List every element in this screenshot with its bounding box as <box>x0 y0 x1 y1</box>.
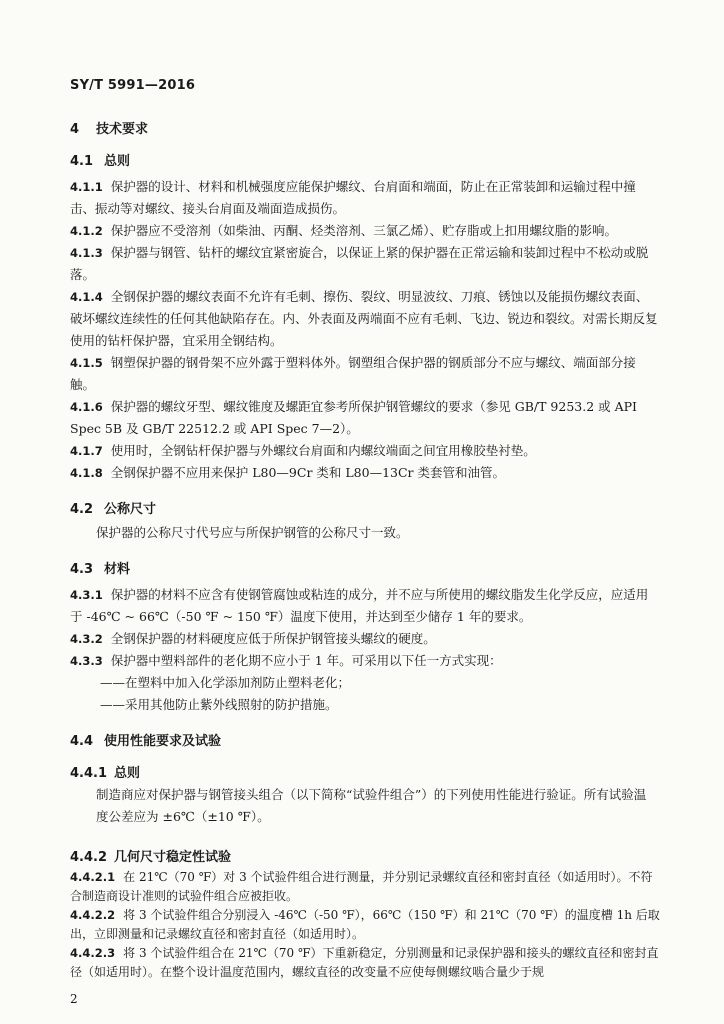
clause-text: 将 3 个试验件组合在 21℃（70 ℉）下重新稳定，分别测量和记录保护器和接头的螺纹直径和密封直径（如适用时）。在整个设计温度范围内，螺纹直径的改变量不应使每侧螺纹啮合量少于规 <box>70 946 659 979</box>
clause-text: 全钢保护器的螺纹表面不允许有毛刺、擦伤、裂纹、明显波纹、刀痕、锈蚀以及能损伤螺纹表面、破坏螺纹连续性的任何其他缺陷存在。内、外表面及两端面不应有毛刺、飞边、锐边和裂纹。对需长期反复使用的钻杆保护器，宜采用全钢结构。 <box>70 289 658 348</box>
clause-4-1-4 <box>70 286 660 352</box>
section-4-2-heading <box>70 498 156 517</box>
section-4-3-heading <box>70 558 130 577</box>
clause-text: 保护器与钢管、钻杆的螺纹宜紧密旋合，以保证上紧的保护器在正常运输和装卸过程中不松动或脱落。 <box>70 245 649 282</box>
clause-4-3-2 <box>70 628 660 650</box>
section-4-4-1-heading <box>70 762 140 781</box>
clause-number: 4.1.7 <box>70 444 103 458</box>
paragraph-4-4-1: 制造商应对保护器与钢管接头组合（以下简称“试验件组合”）的下列使用性能进行验证。所有试验温度公差应为 ±6℃（±10 ℉）。 <box>96 787 647 824</box>
clause-4-3-1 <box>70 584 660 628</box>
clause-text: 将 3 个试验件组合分别浸入 -46℃（-50 ℉），66℃（150 ℉）和 21℃（70 ℉）的温度槽 1h 后取出，立即测量和记录螺纹直径和密封直径（如适用时）。 <box>70 908 660 941</box>
clause-number: 4.1.3 <box>70 246 103 260</box>
section-title: 技术要求 <box>96 122 149 137</box>
clause-text: 保护器的设计、材料和机械强度应能保护螺纹、台肩面和端面，防止在正常装卸和运输过程中撞击、振动等对螺纹、接头台肩面及端面造成损伤。 <box>70 179 636 216</box>
clause-text: 在 21℃（70 ℉）对 3 个试验件组合进行测量，并分别记录螺纹直径和密封直径（如适用时）。不符合制造商设计准则的试验件组合应被拒收。 <box>70 870 653 903</box>
section-4-4-2-heading <box>70 846 231 865</box>
clause-number: 4.1.5 <box>70 356 103 370</box>
clause-text: 全钢保护器的材料硬度应低于所保护钢管接头螺纹的硬度。 <box>110 631 436 646</box>
section-4-4-heading <box>70 730 221 749</box>
clause-number: 4.1.2 <box>70 224 103 238</box>
list-item-uv-protection: ——采用其他防止紫外线照射的防护措施。 <box>100 697 338 712</box>
section-number: 4 <box>70 122 80 137</box>
list-item-additive: ——在塑料中加入化学添加剂防止塑料老化； <box>100 675 351 690</box>
clause-4-1-6 <box>70 396 660 440</box>
clause-number: 4.3.1 <box>70 588 103 602</box>
section-number: 4.4 <box>70 734 94 749</box>
clause-text: 全钢保护器不应用来保护 L80—9Cr 类和 L80—13Cr 类套管和油管。 <box>110 465 505 480</box>
clause-4-1-2 <box>70 220 660 242</box>
clause-4-3-3 <box>70 650 660 672</box>
paragraph-4-2: 保护器的公称尺寸代号应与所保护钢管的公称尺寸一致。 <box>96 525 409 540</box>
section-number: 4.3 <box>70 562 94 577</box>
clause-text: 保护器的材料不应含有使钢管腐蚀或粘连的成分，并不应与所使用的螺纹脂发生化学反应，应适用于 -46℃ ~ 66℃（-50 ℉ ~ 150 ℉）温度下使用，并达到至少储存 1 年的要求。 <box>70 587 649 624</box>
section-number: 4.2 <box>70 502 94 517</box>
clause-number: 4.1.8 <box>70 466 103 480</box>
clause-4-4-2-3 <box>70 944 660 982</box>
section-title: 几何尺寸稳定性试验 <box>114 850 232 865</box>
section-number: 4.4.2 <box>70 850 108 865</box>
clause-number: 4.3.3 <box>70 654 103 668</box>
section-title: 总则 <box>114 766 141 781</box>
section-4-1-heading <box>70 150 130 169</box>
section-title: 公称尺寸 <box>104 502 157 517</box>
clause-number: 4.4.2.2 <box>70 908 116 922</box>
clause-4-1-1 <box>70 176 660 220</box>
clause-4-1-7 <box>70 440 660 462</box>
section-title: 总则 <box>104 154 131 169</box>
clause-text: 钢塑保护器的钢骨架不应外露于塑料体外。钢塑组合保护器的钢质部分不应与螺纹、端面部分接触。 <box>70 355 636 392</box>
section-title: 材料 <box>104 562 131 577</box>
clause-number: 4.3.2 <box>70 632 103 646</box>
section-number: 4.4.1 <box>70 766 108 781</box>
clause-text: 保护器中塑料部件的老化期不应小于 1 年。可采用以下任一方式实现： <box>110 653 502 668</box>
clause-text: 保护器应不受溶剂（如柴油、丙酮、烃类溶剂、三氯乙烯）、贮存脂或上扣用螺纹脂的影响。 <box>110 223 618 238</box>
clause-number: 4.4.2.1 <box>70 870 116 884</box>
clause-number: 4.1.4 <box>70 290 103 304</box>
clause-4-1-8 <box>70 462 660 484</box>
clause-text: 保护器的螺纹牙型、螺纹锥度及螺距宜参考所保护钢管螺纹的要求（参见 GB/T 9253.2 或 API Spec 5B 及 GB/T 22512.2 或 API Spec 7—2）。 <box>70 399 637 436</box>
clause-number: 4.1.6 <box>70 400 103 414</box>
clause-number: 4.4.2.3 <box>70 946 116 960</box>
standard-code-header: SY/T 5991—2016 <box>70 78 196 93</box>
clause-4-1-5 <box>70 352 660 396</box>
clause-4-1-3 <box>70 242 660 286</box>
page-number: 2 <box>70 992 78 1006</box>
section-4-heading <box>70 118 148 137</box>
clause-4-4-2-2 <box>70 906 660 944</box>
clause-text: 使用时，全钢钻杆保护器与外螺纹台肩面和内螺纹端面之间宜用橡胶垫衬垫。 <box>110 443 536 458</box>
clause-number: 4.1.1 <box>70 180 103 194</box>
section-number: 4.1 <box>70 154 94 169</box>
clause-4-4-2-1 <box>70 868 660 906</box>
section-title: 使用性能要求及试验 <box>104 734 222 749</box>
